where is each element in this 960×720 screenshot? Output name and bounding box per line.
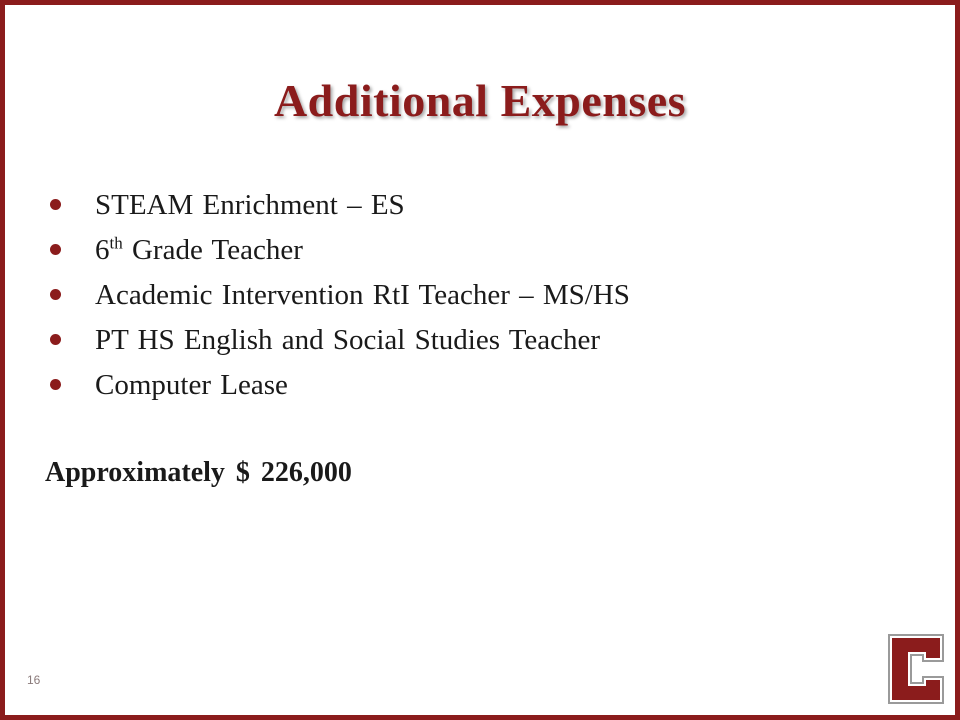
bullet-icon [50, 199, 61, 210]
bullet-text: Computer Lease [95, 369, 288, 401]
total-amount: Approximately $ 226,000 [45, 457, 352, 488]
slide-title: Additional Expenses [273, 75, 687, 126]
school-logo-c-icon [885, 633, 947, 705]
bullet-text: 6 [95, 234, 110, 266]
bullet-icon [50, 244, 61, 255]
bullet-item [50, 228, 630, 273]
bullet-item [50, 273, 630, 318]
bullet-icon [50, 334, 61, 345]
bullet-icon [50, 289, 61, 300]
bullet-item [50, 318, 630, 363]
bullet-text: STEAM Enrichment – ES [95, 189, 405, 221]
bullet-text-continued: Grade Teacher [122, 234, 303, 266]
bullet-item [50, 183, 630, 228]
bullet-text: PT HS English and Social Studies Teacher [95, 324, 601, 356]
bullet-item [50, 363, 630, 408]
bullet-icon [50, 379, 61, 390]
bullet-list [50, 183, 630, 408]
bullet-superscript: th [109, 233, 123, 253]
slide-number: 16 [27, 673, 41, 687]
bullet-text: Academic Intervention RtI Teacher – MS/HS [95, 279, 630, 311]
